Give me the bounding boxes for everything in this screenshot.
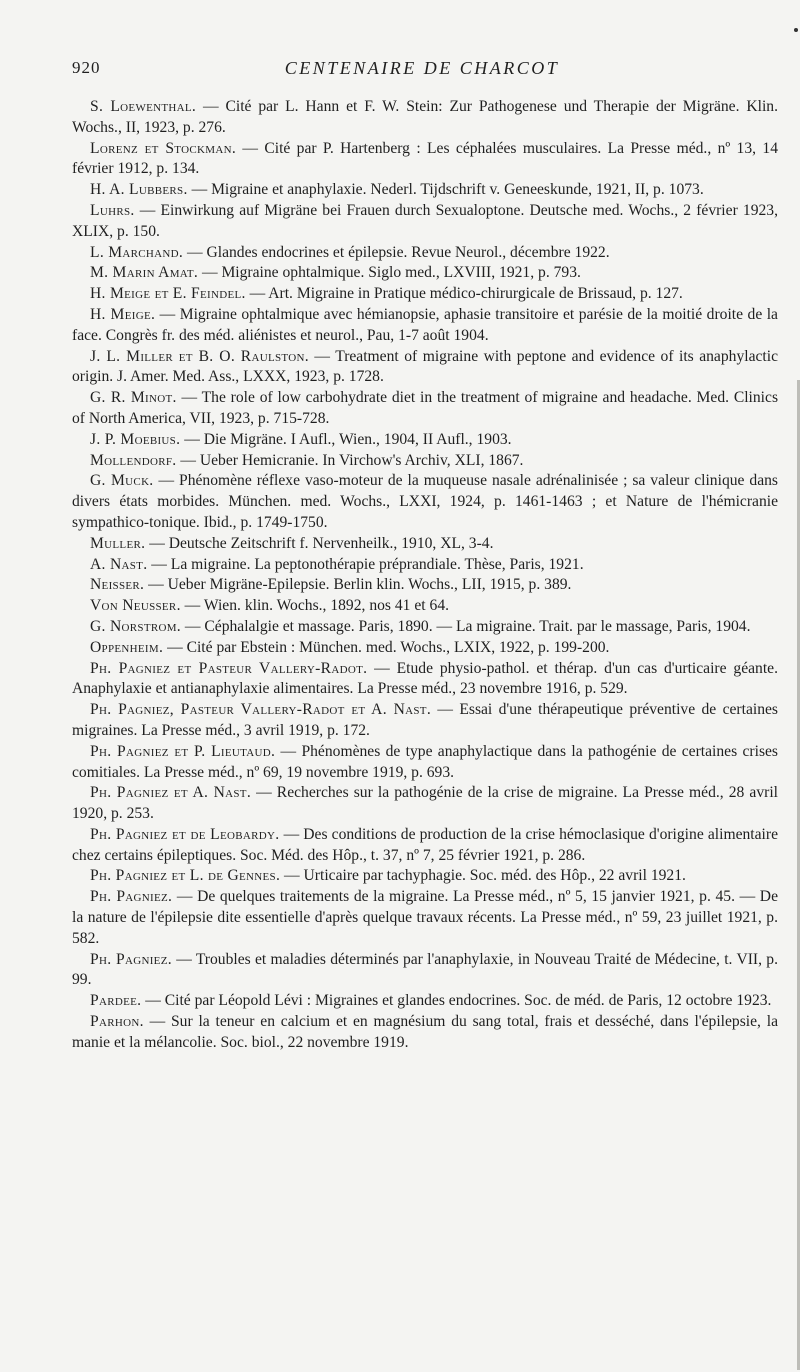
bibliography-entry [72, 243, 778, 264]
entry-author: Ph. Pagniez et Pasteur Vallery-Radot. [90, 659, 368, 677]
bibliography-entry [72, 638, 778, 659]
entry-author: G. Muck. [90, 472, 154, 490]
entry-text: — Phénomène réflexe vaso-moteur de la muqueuse nasale adrénalinisée ; sa valeur clinique dans divers états morbides. München. med. Wochs., LXXI, 1924, p. 1461-1463 ; et Nature de l'hémicranie sympathico-tonique. Ibid., p. 1749-1750. [72, 472, 778, 531]
entry-text: — Etude physio-pathol. et thérap. d'un cas d'urticaire géante. Anaphylaxie et antianaphylaxie alimentaires. La Presse méd., 23 novembre 1916, p. 529. [72, 659, 778, 698]
entry-text: — Wien. klin. Wochs., 1892, nos 41 et 64. [180, 597, 450, 615]
bibliography-entry [72, 388, 778, 430]
bibliography-entry [72, 742, 778, 784]
entry-author: Ph. Pagniez et P. Lieutaud. [90, 742, 276, 760]
entry-text: — Cité par Ebstein : München. med. Wochs., LXIX, 1922, p. 199-200. [163, 638, 610, 656]
entry-text: — Einwirkung auf Migräne bei Frauen durch Sexualoptone. Deutsche med. Wochs., 2 février 1923, XLIX, p. 150. [72, 201, 778, 240]
bibliography-entry [72, 534, 778, 555]
entry-text: — La migraine. La peptonothérapie préprandiale. Thèse, Paris, 1921. [147, 555, 584, 573]
bibliography-entry [72, 825, 778, 867]
entry-author: L. Marchand. [90, 243, 184, 261]
bibliography-entry [72, 866, 778, 887]
bibliography-entry [72, 575, 778, 596]
bibliography-entry [72, 201, 778, 243]
page-header [72, 58, 772, 82]
bibliography-entry [72, 555, 778, 576]
bibliography-entry [72, 139, 778, 181]
bibliography-entry [72, 97, 778, 139]
bibliography-entry [72, 700, 778, 742]
entry-text: — Cité par L. Hann et F. W. Stein: Zur Pathogenese und Therapie der Migräne. Klin. Wochs., II, 1923, p. 276. [72, 98, 778, 136]
bibliography-entry [72, 596, 778, 617]
entry-author: J. L. Miller et B. O. Raulston. [90, 347, 309, 365]
entry-author: Pardee. [90, 992, 142, 1010]
entry-text: — Essai d'une thérapeutique préventive de certaines migraines. La Presse méd., 3 avril 1919, p. 172. [72, 701, 778, 739]
entry-text: — Cité par P. Hartenberg : Les céphalées musculaires. La Presse méd., nº 13, 14 février 1912, p. 134. [72, 139, 778, 178]
bibliography-entry [72, 180, 778, 201]
entry-text: — Ueber Migräne-Epilepsie. Berlin klin. Wochs., LII, 1915, p. 389. [144, 576, 572, 594]
entry-author: Ph. Pagniez et A. Nast. [90, 784, 252, 802]
entry-text: — De quelques traitements de la migraine. La Presse méd., nº 5, 15 janvier 1921, p. 45. — De la nature de l'épilepsie dite essentielle d'après quelque travaux récents. La Presse méd., nº 59, 23 juillet 1921, p. 582. [72, 888, 778, 947]
entry-text: — Migraine et anaphylaxie. Nederl. Tijdschrift v. Geneeskunde, 1921, II, p. 1073. [187, 181, 704, 199]
entry-text: — Urticaire par tachyphagie. Soc. méd. des Hôp., 22 avril 1921. [280, 867, 686, 885]
entry-text: — The role of low carbohydrate diet in the treatment of migraine and headache. Med. Clinics of North America, VII, 1923, p. 715-728. [72, 389, 779, 427]
entry-text: — Deutsche Zeitschrift f. Nervenheilk., 1910, XL, 3-4. [145, 534, 494, 552]
entry-author: Ph. Pagniez. [90, 950, 172, 968]
entry-text: — Die Migräne. I Aufl., Wien., 1904, II Aufl., 1903. [180, 430, 512, 448]
entry-author: G. R. Minot. [90, 389, 177, 407]
entry-text: — Troubles et maladies déterminés par l'anaphylaxie, in Nouveau Traité de Médecine, t. VII, p. 99. [72, 950, 778, 989]
entry-author: Parhon. [90, 1013, 144, 1031]
page-edge-mark [794, 28, 798, 32]
entry-author: Von Neusser. [90, 597, 181, 615]
bibliography-entry [72, 284, 778, 305]
entry-author: M. Marin Amat. [90, 264, 199, 282]
entry-author: Mollendorf. [90, 451, 177, 469]
entry-author: Ph. Pagniez et de Leobardy. [90, 825, 280, 843]
bibliography-entry [72, 430, 778, 451]
entry-text: — Céphalalgie et massage. Paris, 1890. — La migraine. Trait. par le massage, Paris, 1904. [181, 617, 751, 635]
entry-author: Ph. Pagniez et L. de Gennes. [90, 867, 281, 885]
entry-text: — Glandes endocrines et épilepsie. Revue Neurol., décembre 1922. [183, 243, 610, 261]
entry-author: H. Meige et E. Feindel. [90, 285, 246, 303]
entry-author: Ph. Pagniez, Pasteur Vallery-Radot et A. Nast. [90, 701, 432, 719]
entry-author: Ph. Pagniez. [90, 888, 173, 906]
bibliography-list [72, 97, 778, 1054]
bibliography-entry [72, 617, 778, 638]
entry-author: H. A. Lubbers. [90, 181, 188, 199]
entry-text: — Migraine ophtalmique. Siglo med., LXVIII, 1921, p. 793. [198, 264, 581, 282]
entry-text: — Recherches sur la pathogénie de la crise de migraine. La Presse méd., 28 avril 1920, p. 253. [72, 784, 778, 823]
entry-author: G. Norstrom. [90, 617, 181, 635]
entry-text: — Migraine ophtalmique avec hémianopsie, aphasie transitoire et parésie de la moitié droite de la face. Congrès fr. des méd. aliénistes et neurol., Pau, 1-7 août 1904. [72, 305, 778, 344]
entry-text: — Phénomènes de type anaphylactique dans la pathogénie de certaines crises comitiales. La Presse méd., nº 69, 19 novembre 1919, p. 693. [72, 742, 779, 781]
entry-author: Luhrs. [90, 201, 135, 219]
bibliography-entry [72, 887, 778, 949]
bibliography-entry [72, 783, 778, 825]
entry-author: Neisser. [90, 576, 145, 594]
entry-author: J. P. Moebius. [90, 430, 181, 448]
bibliography-entry [72, 263, 778, 284]
entry-author: S. Loewenthal. [90, 98, 197, 115]
entry-text: — Des conditions de production de la crise hémoclasique d'origine alimentaire chez certains épileptiques. Soc. Méd. des Hôp., t. 37, nº 7, 25 février 1921, p. 286. [72, 825, 779, 864]
bibliography-entry [72, 991, 778, 1012]
bibliography-entry [72, 347, 778, 389]
bibliography-entry [72, 659, 778, 701]
bibliography-entry [72, 305, 778, 347]
entry-text: — Cité par Léopold Lévi : Migraines et glandes endocrines. Soc. de méd. de Paris, 12 octobre 1923. [141, 992, 772, 1010]
entry-text: — Ueber Hemicranie. In Virchow's Archiv, XLI, 1867. [176, 451, 524, 469]
bibliography-entry [72, 1012, 778, 1054]
entry-author: Oppenheim. [90, 638, 164, 656]
running-title: CENTENAIRE DE CHARCOT [284, 58, 560, 78]
entry-author: Lorenz et Stockman. [90, 139, 237, 157]
entry-author: H. Meige. [90, 305, 156, 323]
page-number: 920 [72, 58, 101, 77]
entry-text: — Treatment of migraine with peptone and evidence of its anaphylactic origin. J. Amer. Med. Ass., LXXX, 1923, p. 1728. [72, 347, 779, 386]
bibliography-entry [72, 471, 778, 533]
bibliography-entry [72, 451, 778, 472]
bibliography-entry [72, 950, 778, 992]
entry-author: Muller. [90, 534, 146, 552]
entry-text: — Sur la teneur en calcium et en magnésium du sang total, frais et desséché, dans l'épilepsie, la manie et la mélancolie. Soc. biol., 22 novembre 1919. [72, 1013, 778, 1051]
entry-text: — Art. Migraine in Pratique médico-chirurgicale de Brissaud, p. 127. [245, 285, 683, 303]
entry-author: A. Nast. [90, 555, 148, 573]
